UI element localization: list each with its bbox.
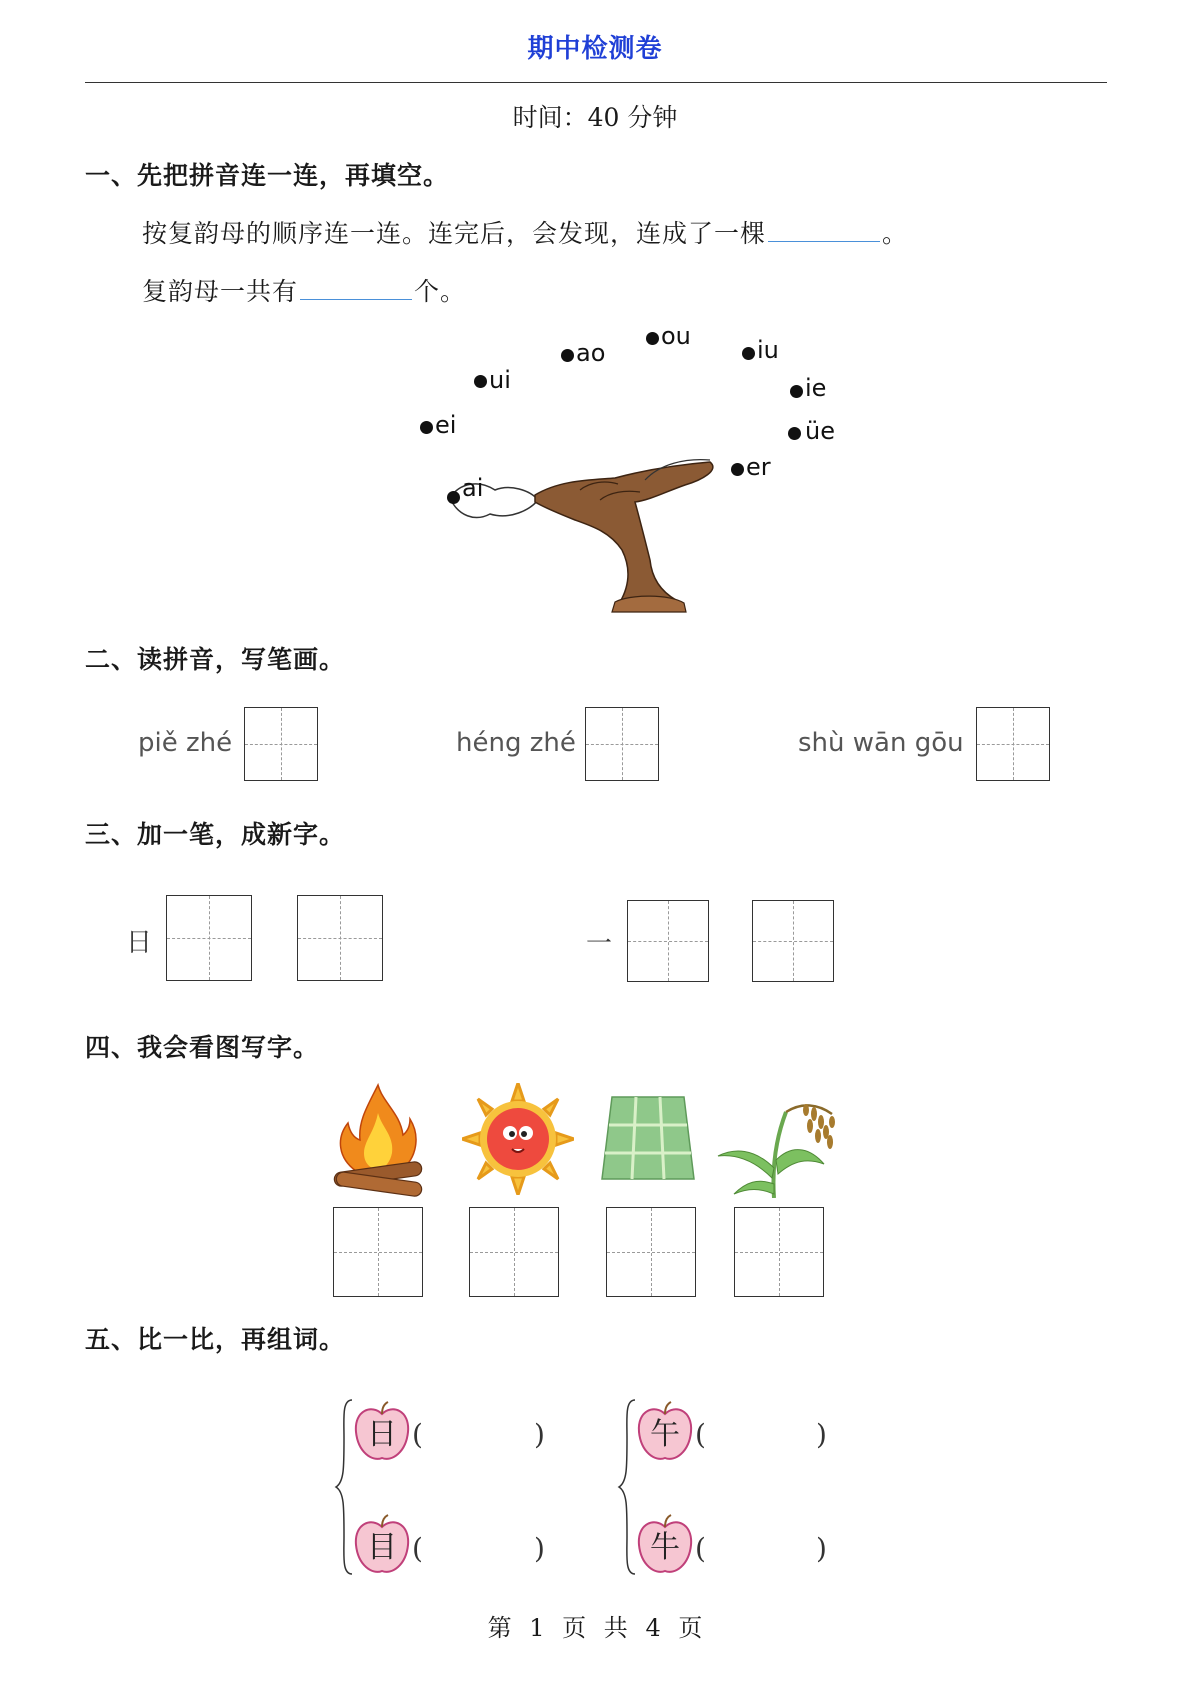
syllable-er: er	[746, 453, 771, 481]
dot-ue[interactable]	[788, 427, 801, 440]
section1-line2-text: 复韵母一共有	[142, 277, 299, 306]
count-answer-blank[interactable]	[300, 275, 412, 300]
dot-ou[interactable]	[646, 332, 659, 345]
picture-char-box-1[interactable]	[333, 1207, 423, 1297]
dot-ei[interactable]	[420, 421, 433, 434]
field-icon	[600, 1093, 696, 1183]
page-title: 期中检测卷	[527, 34, 663, 64]
word-answer-field-4[interactable]	[710, 1534, 810, 1570]
section1-heading: 一、先把拼音连一连，再填空。	[85, 161, 450, 190]
paren-close: )	[534, 1418, 545, 1451]
paren-open: (	[695, 1532, 706, 1565]
tree-illustration	[440, 440, 760, 615]
section5-heading: 五、比一比，再组词。	[85, 1325, 346, 1354]
new-char-box-1[interactable]	[166, 895, 252, 981]
word-answer-field-1[interactable]	[428, 1420, 528, 1456]
word-answer-field-2[interactable]	[428, 1534, 528, 1570]
stroke-label-1: piě zhé	[138, 728, 233, 758]
paren-open: (	[412, 1418, 423, 1451]
time-limit: 时间：40 分钟	[512, 103, 678, 132]
sun-icon	[462, 1083, 574, 1195]
word-answer-field-3[interactable]	[710, 1420, 810, 1456]
syllable-ue: üe	[805, 417, 835, 445]
dot-ui[interactable]	[474, 375, 487, 388]
paren-close: )	[816, 1532, 827, 1565]
page-number: 第 1 页 共 4 页	[487, 1614, 703, 1642]
tree-answer-blank[interactable]	[768, 217, 880, 242]
section1-line2-end: 个。	[414, 277, 467, 306]
section1-line1-end: 。	[882, 219, 909, 248]
dot-iu[interactable]	[742, 347, 755, 360]
fire-icon	[328, 1083, 428, 1198]
paren-open: (	[695, 1418, 706, 1451]
stroke-label-2: héng zhé	[456, 728, 576, 758]
new-char-box-2[interactable]	[297, 895, 383, 981]
left-brace	[334, 1398, 354, 1576]
picture-char-box-2[interactable]	[469, 1207, 559, 1297]
paren-open: (	[412, 1532, 423, 1565]
syllable-iu: iu	[757, 336, 779, 364]
dot-ie[interactable]	[790, 385, 803, 398]
header-divider	[85, 82, 1107, 83]
syllable-ao: ao	[576, 339, 606, 367]
section4-heading: 四、我会看图写字。	[85, 1033, 320, 1062]
syllable-ou: ou	[661, 322, 691, 350]
base-char-yi: 一	[586, 929, 613, 959]
picture-char-box-3[interactable]	[606, 1207, 696, 1297]
stroke-answer-box-1[interactable]	[244, 707, 318, 781]
syllable-ui: ui	[489, 366, 511, 394]
syllable-ei: ei	[435, 411, 457, 439]
section1-line1-text: 按复韵母的顺序连一连。连完后，会发现，连成了一棵	[142, 219, 767, 248]
syllable-ai: ai	[462, 474, 484, 502]
compare-char-wu: 午	[650, 1417, 680, 1452]
right-group-brace	[617, 1398, 637, 1576]
section2-heading: 二、读拼音，写笔画。	[85, 645, 346, 674]
picture-char-box-4[interactable]	[734, 1207, 824, 1297]
compare-char-ri: 日	[367, 1417, 397, 1452]
dot-er[interactable]	[731, 463, 744, 476]
base-char-ri: 日	[126, 928, 153, 958]
syllable-ie: ie	[805, 374, 827, 402]
stroke-label-3: shù wān gōu	[798, 728, 964, 758]
stroke-answer-box-3[interactable]	[976, 707, 1050, 781]
dot-ao[interactable]	[561, 349, 574, 362]
section1-line1	[142, 214, 908, 250]
paren-close: )	[816, 1418, 827, 1451]
section3-heading: 三、加一笔，成新字。	[85, 820, 346, 849]
compare-char-mu: 目	[367, 1530, 397, 1565]
dot-ai[interactable]	[447, 491, 460, 504]
compare-char-niu: 牛	[650, 1530, 680, 1565]
paren-close: )	[534, 1532, 545, 1565]
stroke-answer-box-2[interactable]	[585, 707, 659, 781]
new-char-box-3[interactable]	[627, 900, 709, 982]
rice-plant-icon	[714, 1098, 844, 1198]
new-char-box-4[interactable]	[752, 900, 834, 982]
section1-line2	[142, 272, 466, 308]
